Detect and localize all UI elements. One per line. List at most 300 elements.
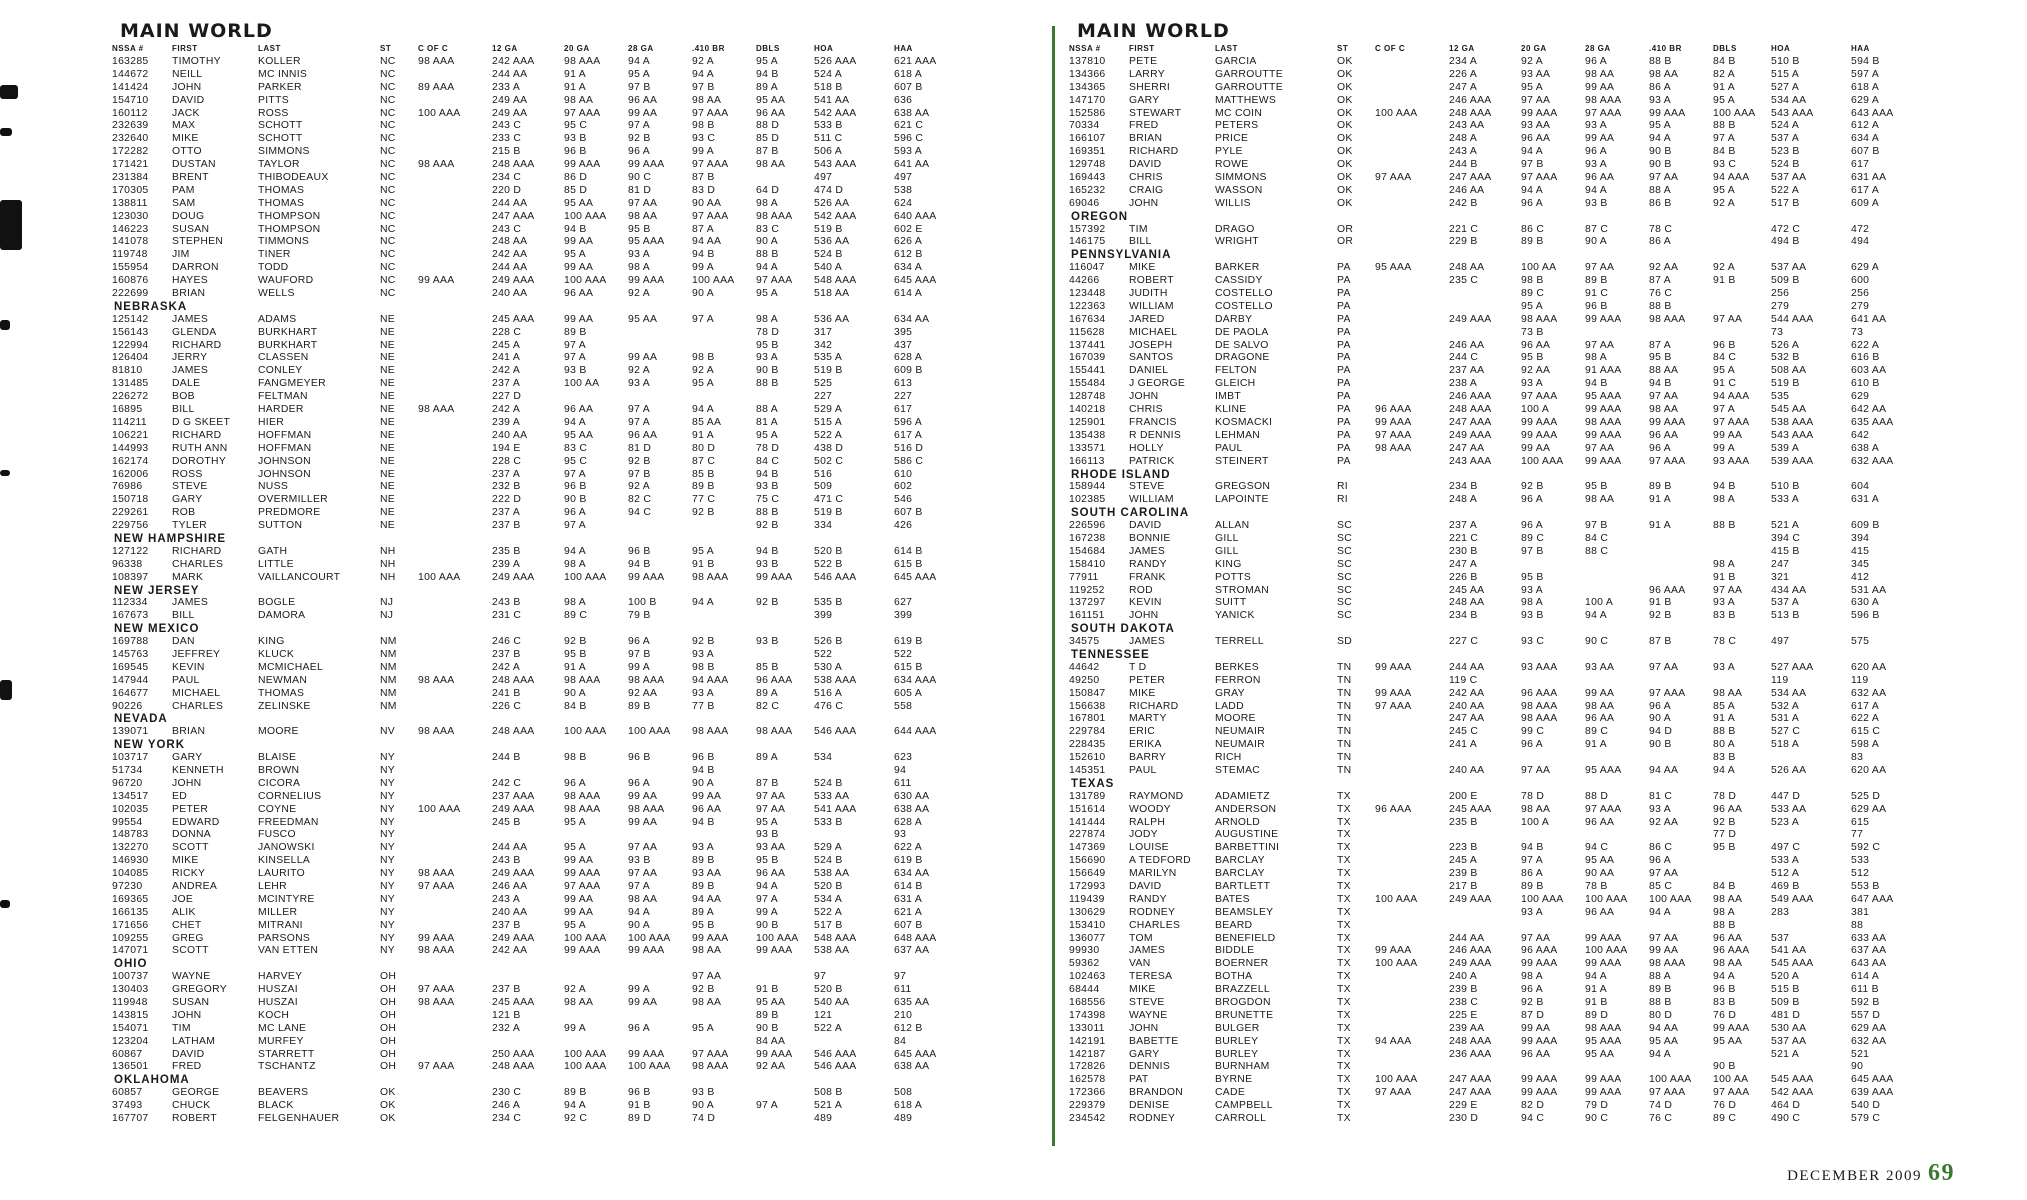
table-cell: 83 B xyxy=(1713,997,1736,1009)
table-cell xyxy=(418,752,492,765)
shooter-row xyxy=(1069,842,2004,855)
table-cell: 88 B xyxy=(1649,997,1672,1009)
table-cell: 508 xyxy=(894,1087,913,1099)
table-cell: 89 AAA xyxy=(418,81,455,93)
table-cell xyxy=(1585,585,1649,598)
shooter-row xyxy=(1069,456,2004,469)
table-cell xyxy=(692,340,756,353)
table-cell: TX xyxy=(1337,893,1351,905)
table-cell: 434 AA xyxy=(1771,584,1807,596)
table-cell xyxy=(1521,1061,1585,1074)
table-cell xyxy=(628,340,692,353)
table-cell xyxy=(418,907,492,920)
shooter-row xyxy=(112,198,1047,211)
table-cell: 99 AA xyxy=(628,997,658,1009)
table-cell xyxy=(1649,829,1713,842)
table-cell: 92 B xyxy=(1521,997,1544,1009)
table-cell: JOE xyxy=(172,893,194,905)
table-cell: 476 C xyxy=(814,700,844,712)
table-cell: NE xyxy=(380,378,396,390)
table-cell: ROWE xyxy=(1215,159,1249,171)
table-cell: GREG xyxy=(172,932,204,944)
table-cell xyxy=(1375,636,1449,649)
right-column xyxy=(1069,20,2004,1126)
shooter-row xyxy=(112,662,1047,675)
table-cell: 95 AA xyxy=(1713,1035,1743,1047)
shooter-row xyxy=(112,933,1047,946)
table-cell: GLEICH xyxy=(1215,378,1256,390)
table-cell: OK xyxy=(1337,172,1353,184)
column-header: HAA xyxy=(894,44,913,53)
table-cell: 249 AAA xyxy=(1449,313,1492,325)
shooter-row xyxy=(112,481,1047,494)
table-cell: WAYNE xyxy=(1129,1009,1168,1021)
table-cell: TX xyxy=(1337,1061,1351,1073)
shooter-row xyxy=(1069,675,2004,688)
table-cell: 99 AAA xyxy=(1521,416,1558,428)
table-cell: 97 xyxy=(814,971,827,983)
table-cell: 100 AAA xyxy=(1713,107,1756,119)
table-cell: NY xyxy=(380,764,396,776)
table-cell: CHUCK xyxy=(172,1100,211,1112)
table-cell: 227 D xyxy=(492,391,522,403)
table-cell: 137810 xyxy=(1069,56,1106,67)
table-cell: 151614 xyxy=(1069,803,1106,815)
table-cell xyxy=(1771,829,1851,842)
table-cell: 508 AA xyxy=(1771,365,1807,377)
table-cell: 140218 xyxy=(1069,404,1106,416)
table-cell: BRIAN xyxy=(1129,133,1163,145)
table-cell: 618 A xyxy=(894,68,923,80)
table-cell: 244 AA xyxy=(492,262,528,274)
table-cell xyxy=(1649,559,1713,572)
table-cell: 69046 xyxy=(1069,197,1100,209)
table-cell: 89 D xyxy=(628,1113,652,1125)
shooter-row xyxy=(112,1010,1047,1023)
table-cell: 96 AAA xyxy=(756,674,793,686)
table-cell: HAYES xyxy=(172,275,208,287)
table-cell: 474 D xyxy=(814,184,844,196)
table-cell: 246 AAA xyxy=(1449,391,1492,403)
table-cell xyxy=(1375,791,1449,804)
table-cell: NEWMAN xyxy=(258,674,308,686)
table-cell xyxy=(756,610,814,623)
table-cell: NE xyxy=(380,326,396,338)
table-cell: 96 A xyxy=(1649,700,1672,712)
table-cell: 95 A xyxy=(1713,365,1736,377)
table-cell: 96 AA xyxy=(1521,1048,1551,1060)
table-cell: 87 C xyxy=(1585,223,1609,235)
shooter-row xyxy=(1069,224,2004,237)
table-cell: TX xyxy=(1337,932,1351,944)
table-cell: 394 xyxy=(1851,532,1870,544)
table-cell: 526 B xyxy=(814,636,843,648)
table-cell: NM xyxy=(380,648,397,660)
table-cell: 438 D xyxy=(814,442,844,454)
table-cell: 279 xyxy=(1851,300,1870,312)
table-cell: 148783 xyxy=(112,829,149,841)
table-cell: 615 B xyxy=(894,558,923,570)
table-cell xyxy=(418,224,492,237)
table-cell xyxy=(1375,456,1449,469)
table-cell: 471 C xyxy=(814,494,844,506)
table-cell: 167801 xyxy=(1069,713,1106,725)
table-cell: STEVE xyxy=(1129,997,1165,1009)
table-cell: 86 C xyxy=(1521,223,1545,235)
table-cell: OR xyxy=(1337,223,1354,235)
table-cell: 123204 xyxy=(112,1035,149,1047)
table-cell xyxy=(1585,752,1649,765)
table-cell: 89 A xyxy=(756,81,779,93)
table-cell xyxy=(1375,494,1449,507)
table-cell: 469 B xyxy=(1771,881,1800,892)
table-cell: ROSS xyxy=(258,107,289,119)
table-cell: 247 AA xyxy=(1449,713,1485,725)
table-cell: 210 xyxy=(894,1009,913,1021)
table-cell: 248 AAA xyxy=(492,159,535,171)
table-cell: 94 A xyxy=(756,881,779,892)
table-cell: SANTOS xyxy=(1129,352,1174,364)
table-cell: 94 A xyxy=(692,404,715,416)
table-cell: 619 B xyxy=(894,855,923,867)
table-cell: 283 xyxy=(1771,906,1790,918)
table-cell xyxy=(1375,546,1449,559)
table-cell: 99 A xyxy=(692,262,715,274)
table-cell: 94 A xyxy=(1585,610,1608,622)
table-cell: 96 A xyxy=(1649,855,1672,867)
table-cell: 172826 xyxy=(1069,1061,1106,1073)
table-cell: 85 D xyxy=(564,184,588,196)
table-cell: 245 AAA xyxy=(492,313,535,325)
table-cell: 94 B xyxy=(1713,481,1736,493)
shooter-row xyxy=(1069,610,2004,623)
table-cell: 166107 xyxy=(1069,133,1106,145)
column-header: 20 GA xyxy=(1521,44,1547,53)
table-cell: 244 B xyxy=(1449,159,1478,171)
table-cell: 95 A xyxy=(756,56,779,67)
table-cell: 128748 xyxy=(1069,391,1106,403)
table-cell: 90 B xyxy=(756,1022,779,1034)
table-cell: 610 xyxy=(894,468,913,480)
table-cell: 531 AA xyxy=(1851,584,1887,596)
shooter-row xyxy=(112,559,1047,572)
table-cell: 534 AA xyxy=(1771,94,1807,106)
table-cell: 76 D xyxy=(1713,1100,1737,1112)
table-cell xyxy=(1375,236,1449,249)
table-cell: 645 AAA xyxy=(1851,1074,1894,1086)
table-cell: VAN xyxy=(1129,958,1151,970)
table-cell: BARTLETT xyxy=(1215,881,1271,892)
table-cell: 93 C xyxy=(692,133,716,145)
table-cell: 88 B xyxy=(1713,726,1736,738)
table-cell: 89 B xyxy=(1585,275,1608,287)
table-cell: 494 B xyxy=(1771,236,1800,248)
table-cell: 156143 xyxy=(112,326,149,338)
table-cell: 147170 xyxy=(1069,94,1106,106)
table-cell: 235 B xyxy=(492,545,521,557)
table-cell: 98 AA xyxy=(628,210,658,222)
table-cell: 248 AAA xyxy=(492,726,535,738)
shooter-row xyxy=(1069,933,2004,946)
table-cell: TX xyxy=(1337,1100,1351,1112)
table-cell: 243 B xyxy=(492,855,521,867)
table-cell: 245 B xyxy=(492,816,521,828)
table-cell: 522 B xyxy=(814,558,843,570)
table-cell: RICKY xyxy=(172,868,206,880)
table-cell: 94 B xyxy=(692,764,715,776)
table-cell: 97 A xyxy=(628,120,651,132)
table-cell: 637 AA xyxy=(1851,945,1887,957)
table-cell: 98 A xyxy=(756,197,779,209)
table-cell: 94 A xyxy=(1521,184,1544,196)
table-cell: 97 AA xyxy=(756,803,786,815)
shooter-row xyxy=(1069,533,2004,546)
table-cell: 100 AAA xyxy=(418,803,461,815)
table-cell: 97 B xyxy=(628,468,651,480)
table-cell: STARRETT xyxy=(258,1048,315,1060)
shooter-row xyxy=(1069,984,2004,997)
table-cell: DANIEL xyxy=(1129,365,1169,377)
table-cell: ANDERSON xyxy=(1215,803,1277,815)
shooter-row xyxy=(1069,855,2004,868)
table-cell: 610 B xyxy=(1851,378,1880,390)
table-cell: 150847 xyxy=(1069,687,1106,699)
table-cell: 94 C xyxy=(1585,842,1609,854)
table-cell: OH xyxy=(380,984,397,996)
table-cell: 81 C xyxy=(1649,790,1673,802)
table-cell: PETER xyxy=(172,803,209,815)
table-cell: 621 AAA xyxy=(894,56,937,67)
shooter-row xyxy=(1069,365,2004,378)
table-cell: 645 AAA xyxy=(894,1048,937,1060)
table-cell: ROSS xyxy=(172,468,203,480)
table-cell: 621 C xyxy=(894,120,924,132)
table-cell xyxy=(628,971,692,984)
table-cell: 225 E xyxy=(1449,1009,1478,1021)
table-cell: 97 AAA xyxy=(756,275,793,287)
table-cell: 156690 xyxy=(1069,855,1106,867)
shooter-row xyxy=(1069,713,2004,726)
table-cell: 98 AA xyxy=(756,159,786,171)
table-cell: BILL xyxy=(172,610,195,622)
table-cell: 92 AA xyxy=(1649,816,1679,828)
table-cell: 97 A xyxy=(564,520,587,532)
table-cell: 240 AA xyxy=(1449,700,1485,712)
table-cell: 509 B xyxy=(1771,275,1800,287)
table-cell: 96 A xyxy=(1585,56,1608,67)
table-cell: 518 AA xyxy=(814,288,850,300)
shooter-row xyxy=(1069,82,2004,95)
table-cell: BARKER xyxy=(1215,262,1260,274)
table-cell: 636 xyxy=(894,94,913,106)
table-cell: 93 A xyxy=(1713,597,1736,609)
table-cell: FANGMEYER xyxy=(258,378,326,390)
table-cell: 100 AAA xyxy=(418,107,461,119)
table-cell xyxy=(418,1023,492,1036)
table-cell: BARCLAY xyxy=(1215,855,1265,867)
table-cell: NY xyxy=(380,881,396,892)
table-cell: 97 AAA xyxy=(418,984,455,996)
table-cell: CRAIG xyxy=(1129,184,1164,196)
table-cell: 170305 xyxy=(112,184,149,196)
table-cell: 94 A xyxy=(1713,971,1736,983)
table-cell: 99 A xyxy=(692,146,715,158)
table-cell: 142187 xyxy=(1069,1048,1106,1060)
table-cell: 89 C xyxy=(1521,532,1545,544)
table-cell: 99 A xyxy=(564,1022,587,1034)
table-cell: 231 C xyxy=(492,610,522,622)
table-cell: 137441 xyxy=(1069,339,1106,351)
column-header: NSSA # xyxy=(1069,44,1101,53)
table-cell xyxy=(418,352,492,365)
table-cell: NC xyxy=(380,146,396,158)
page-title: MAIN WORLD xyxy=(120,20,273,42)
shooter-row xyxy=(1069,275,2004,288)
table-cell: 604 xyxy=(1851,481,1870,493)
shooter-row xyxy=(112,842,1047,855)
table-cell: 89 B xyxy=(756,1009,779,1021)
table-cell: COSTELLO xyxy=(1215,300,1273,312)
table-cell: 497 xyxy=(894,172,913,184)
table-cell: 242 A xyxy=(492,365,521,377)
table-cell: 91 A xyxy=(1713,713,1736,725)
shooter-row xyxy=(112,597,1047,610)
table-cell: OK xyxy=(1337,107,1353,119)
state-heading: OREGON xyxy=(1071,210,1129,223)
table-cell xyxy=(418,1036,492,1049)
table-cell: 98 AA xyxy=(692,997,722,1009)
table-cell: OH xyxy=(380,971,397,983)
table-cell: ROD xyxy=(1129,584,1153,596)
table-cell: NE xyxy=(380,339,396,351)
table-cell: PREDMORE xyxy=(258,507,321,519)
table-cell: 537 AA xyxy=(1771,172,1807,184)
table-cell xyxy=(628,520,692,533)
table-cell: 98 AA xyxy=(628,893,658,905)
table-cell: 96 AA xyxy=(564,404,594,416)
table-cell: 239 AA xyxy=(1449,1022,1485,1034)
table-cell: 97 AAA xyxy=(564,881,601,892)
state-heading: SOUTH DAKOTA xyxy=(1071,623,1175,636)
table-cell: 240 AA xyxy=(492,429,528,441)
table-cell: 78 D xyxy=(1713,790,1737,802)
table-cell: 94 AAA xyxy=(692,674,729,686)
table-cell: 242 AA xyxy=(492,945,528,957)
table-cell: GARCIA xyxy=(1215,56,1257,67)
table-cell: 540 D xyxy=(1851,1100,1881,1112)
table-cell: 239 A xyxy=(492,416,521,428)
page-number: 69 xyxy=(1928,1160,1955,1186)
table-cell: 97 B xyxy=(1521,545,1544,557)
table-cell: THOMPSON xyxy=(258,210,321,222)
table-cell: JIM xyxy=(172,249,190,261)
table-cell: 537 A xyxy=(1771,133,1800,145)
table-cell xyxy=(1375,675,1449,688)
table-cell: 618 A xyxy=(1851,81,1880,93)
table-cell: 88 B xyxy=(1713,520,1736,532)
table-cell: 93 AA xyxy=(1521,68,1551,80)
table-cell: 136077 xyxy=(1069,932,1106,944)
table-cell: 609 B xyxy=(894,365,923,377)
table-cell: BEAMSLEY xyxy=(1215,906,1274,918)
table-cell: 95 B xyxy=(756,855,779,867)
table-cell: 243 AAA xyxy=(1449,455,1492,467)
table-cell: MAX xyxy=(172,120,196,132)
table-cell: DALE xyxy=(172,378,201,390)
table-cell: 532 A xyxy=(1771,700,1800,712)
table-cell: 640 AAA xyxy=(894,210,937,222)
table-cell: 99 AA xyxy=(1521,442,1551,454)
table-cell: HARDER xyxy=(258,404,304,416)
table-cell: TINER xyxy=(258,249,291,261)
table-cell: 95 AA xyxy=(1585,855,1615,867)
table-cell: 529 A xyxy=(814,404,843,416)
table-cell xyxy=(1649,675,1713,688)
table-cell: 172993 xyxy=(1069,881,1106,892)
table-cell: 234 C xyxy=(492,172,522,184)
table-cell: 99 AA xyxy=(564,893,594,905)
table-cell: 44266 xyxy=(1069,275,1100,287)
table-cell: 98 AAA xyxy=(564,790,601,802)
table-cell: 96 A xyxy=(1521,494,1544,506)
table-cell: 100 A xyxy=(1521,816,1550,828)
table-cell xyxy=(418,430,492,443)
table-cell: 95 AAA xyxy=(1585,1035,1622,1047)
table-cell: JODY xyxy=(1129,829,1158,841)
table-cell: 96 AAA xyxy=(1375,404,1412,416)
table-cell: 75 C xyxy=(756,494,780,506)
table-cell: FREEDMAN xyxy=(258,816,319,828)
shooter-row xyxy=(112,701,1047,714)
table-cell: 94 A xyxy=(1521,146,1544,158)
table-cell: 97 A xyxy=(564,339,587,351)
table-cell: 98 B xyxy=(692,661,715,673)
table-cell: 99 AAA xyxy=(628,159,665,171)
table-cell: 516 A xyxy=(814,687,843,699)
table-cell: 90 A xyxy=(756,236,779,248)
shooter-row xyxy=(1069,494,2004,507)
table-cell xyxy=(692,391,756,404)
table-cell: ERIC xyxy=(1129,726,1156,738)
table-cell: 154684 xyxy=(1069,545,1106,557)
table-cell xyxy=(418,688,492,701)
table-cell: 93 A xyxy=(1521,906,1544,918)
shooter-row xyxy=(1069,1087,2004,1100)
table-cell xyxy=(1713,533,1771,546)
table-cell: 95 B xyxy=(628,223,651,235)
table-cell xyxy=(756,172,814,185)
table-cell: 517 B xyxy=(814,919,843,931)
table-cell: 94 A xyxy=(628,56,651,67)
table-cell: 256 xyxy=(1771,288,1790,300)
table-cell: 100 AA xyxy=(1713,1074,1749,1086)
table-cell: 87 B xyxy=(756,777,779,789)
table-cell: 98 AAA xyxy=(1375,442,1412,454)
table-cell xyxy=(418,1100,492,1113)
table-cell: 91 AAA xyxy=(1585,365,1622,377)
table-cell: 249 AAA xyxy=(1449,958,1492,970)
shooter-row xyxy=(1069,559,2004,572)
table-cell: 131789 xyxy=(1069,790,1106,802)
table-cell: 246 AA xyxy=(1449,339,1485,351)
table-cell: 226 A xyxy=(1449,68,1478,80)
table-cell: 90 AA xyxy=(1585,868,1615,880)
table-cell xyxy=(1713,236,1771,249)
table-cell: 95 A xyxy=(1521,300,1544,312)
table-cell: 169365 xyxy=(112,893,149,905)
table-cell: 91 A xyxy=(564,81,587,93)
table-cell: 97 AAA xyxy=(692,107,729,119)
